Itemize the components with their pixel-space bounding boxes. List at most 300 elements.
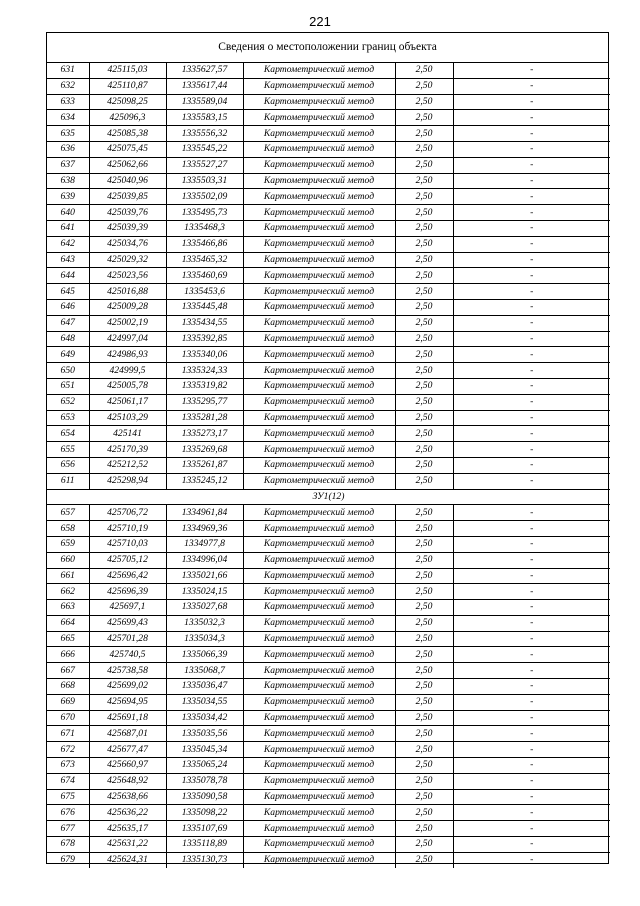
y-coordinate-cell: 1335066,39 — [166, 647, 243, 663]
table-row — [47, 457, 610, 473]
accuracy-cell: 2,50 — [395, 426, 453, 442]
point-number-cell: 676 — [47, 805, 89, 821]
y-coordinate-cell: 1335295,77 — [166, 394, 243, 410]
point-number-cell: 638 — [47, 173, 89, 189]
method-cell: Картометрический метод — [243, 473, 395, 489]
accuracy-cell: 2,50 — [395, 837, 453, 853]
description-cell: - — [453, 268, 610, 284]
y-coordinate-cell: 1335032,3 — [166, 615, 243, 631]
description-cell: - — [453, 284, 610, 300]
x-coordinate-cell: 425103,29 — [89, 410, 166, 426]
description-cell: - — [453, 315, 610, 331]
y-coordinate-cell: 1335319,82 — [166, 378, 243, 394]
method-cell: Картометрический метод — [243, 758, 395, 774]
y-coordinate-cell: 1335098,22 — [166, 805, 243, 821]
x-coordinate-cell: 425687,01 — [89, 726, 166, 742]
y-coordinate-cell: 1335068,7 — [166, 663, 243, 679]
table-title: Сведения о местоположении границ объекта — [47, 33, 608, 63]
table-row — [47, 600, 610, 616]
y-coordinate-cell: 1335589,04 — [166, 94, 243, 110]
coordinates-table — [47, 63, 610, 868]
point-number-cell: 646 — [47, 299, 89, 315]
point-number-cell: 670 — [47, 710, 89, 726]
accuracy-cell: 2,50 — [395, 584, 453, 600]
method-cell: Картометрический метод — [243, 536, 395, 552]
description-cell: - — [453, 473, 610, 489]
description-cell: - — [453, 331, 610, 347]
section-label: ЗУ1(12) — [47, 489, 610, 505]
description-cell: - — [453, 758, 610, 774]
description-cell: - — [453, 789, 610, 805]
method-cell: Картометрический метод — [243, 773, 395, 789]
table-row — [47, 126, 610, 142]
point-number-cell: 653 — [47, 410, 89, 426]
point-number-cell: 665 — [47, 631, 89, 647]
y-coordinate-cell: 1335021,66 — [166, 568, 243, 584]
table-row — [47, 173, 610, 189]
point-number-cell: 652 — [47, 394, 89, 410]
method-cell: Картометрический метод — [243, 663, 395, 679]
description-cell: - — [453, 584, 610, 600]
table-row — [47, 837, 610, 853]
table-row — [47, 220, 610, 236]
x-coordinate-cell: 425141 — [89, 426, 166, 442]
point-number-cell: 640 — [47, 205, 89, 221]
description-cell: - — [453, 110, 610, 126]
accuracy-cell: 2,50 — [395, 805, 453, 821]
accuracy-cell: 2,50 — [395, 679, 453, 695]
description-cell: - — [453, 94, 610, 110]
point-number-cell: 664 — [47, 615, 89, 631]
table-row — [47, 63, 610, 78]
point-number-cell: 655 — [47, 442, 89, 458]
table-row — [47, 252, 610, 268]
method-cell: Картометрический метод — [243, 78, 395, 94]
x-coordinate-cell: 425039,39 — [89, 220, 166, 236]
x-coordinate-cell: 424999,5 — [89, 363, 166, 379]
x-coordinate-cell: 425740,5 — [89, 647, 166, 663]
method-cell: Картометрический метод — [243, 679, 395, 695]
y-coordinate-cell: 1335130,73 — [166, 852, 243, 867]
table-row — [47, 742, 610, 758]
table-row — [47, 299, 610, 315]
point-number-cell: 632 — [47, 78, 89, 94]
point-number-cell: 635 — [47, 126, 89, 142]
x-coordinate-cell: 425115,03 — [89, 63, 166, 78]
table-row — [47, 584, 610, 600]
y-coordinate-cell: 1335034,42 — [166, 710, 243, 726]
method-cell: Картометрический метод — [243, 94, 395, 110]
description-cell: - — [453, 205, 610, 221]
accuracy-cell: 2,50 — [395, 94, 453, 110]
point-number-cell: 674 — [47, 773, 89, 789]
method-cell: Картометрический метод — [243, 457, 395, 473]
method-cell: Картометрический метод — [243, 284, 395, 300]
point-number-cell: 657 — [47, 505, 89, 521]
x-coordinate-cell: 425635,17 — [89, 821, 166, 837]
accuracy-cell: 2,50 — [395, 268, 453, 284]
method-cell: Картометрический метод — [243, 584, 395, 600]
accuracy-cell: 2,50 — [395, 236, 453, 252]
accuracy-cell: 2,50 — [395, 773, 453, 789]
x-coordinate-cell: 425699,02 — [89, 679, 166, 695]
accuracy-cell: 2,50 — [395, 442, 453, 458]
y-coordinate-cell: 1335617,44 — [166, 78, 243, 94]
x-coordinate-cell: 425696,39 — [89, 584, 166, 600]
method-cell: Картометрический метод — [243, 331, 395, 347]
point-number-cell: 642 — [47, 236, 89, 252]
method-cell: Картометрический метод — [243, 189, 395, 205]
x-coordinate-cell: 425701,28 — [89, 631, 166, 647]
x-coordinate-cell: 425016,88 — [89, 284, 166, 300]
y-coordinate-cell: 1334961,84 — [166, 505, 243, 521]
method-cell: Картометрический метод — [243, 694, 395, 710]
y-coordinate-cell: 1335269,68 — [166, 442, 243, 458]
description-cell: - — [453, 252, 610, 268]
table-row — [47, 284, 610, 300]
y-coordinate-cell: 1335556,32 — [166, 126, 243, 142]
accuracy-cell: 2,50 — [395, 173, 453, 189]
table-row — [47, 268, 610, 284]
y-coordinate-cell: 1335281,28 — [166, 410, 243, 426]
y-coordinate-cell: 1335465,32 — [166, 252, 243, 268]
accuracy-cell: 2,50 — [395, 615, 453, 631]
table-row — [47, 552, 610, 568]
accuracy-cell: 2,50 — [395, 126, 453, 142]
method-cell: Картометрический метод — [243, 789, 395, 805]
x-coordinate-cell: 425710,19 — [89, 521, 166, 537]
table-row — [47, 410, 610, 426]
table-row — [47, 679, 610, 695]
method-cell: Картометрический метод — [243, 521, 395, 537]
y-coordinate-cell: 1335434,55 — [166, 315, 243, 331]
accuracy-cell: 2,50 — [395, 694, 453, 710]
y-coordinate-cell: 1335027,68 — [166, 600, 243, 616]
description-cell: - — [453, 568, 610, 584]
description-cell: - — [453, 726, 610, 742]
description-cell: - — [453, 457, 610, 473]
accuracy-cell: 2,50 — [395, 663, 453, 679]
point-number-cell: 675 — [47, 789, 89, 805]
x-coordinate-cell: 425062,66 — [89, 157, 166, 173]
table-row — [47, 205, 610, 221]
y-coordinate-cell: 1335273,17 — [166, 426, 243, 442]
accuracy-cell: 2,50 — [395, 521, 453, 537]
method-cell: Картометрический метод — [243, 378, 395, 394]
table-row — [47, 758, 610, 774]
method-cell: Картометрический метод — [243, 315, 395, 331]
method-cell: Картометрический метод — [243, 126, 395, 142]
y-coordinate-cell: 1335090,58 — [166, 789, 243, 805]
point-number-cell: 679 — [47, 852, 89, 867]
y-coordinate-cell: 1335118,89 — [166, 837, 243, 853]
table-row — [47, 78, 610, 94]
x-coordinate-cell: 425039,76 — [89, 205, 166, 221]
description-cell: - — [453, 521, 610, 537]
x-coordinate-cell: 425212,52 — [89, 457, 166, 473]
y-coordinate-cell: 1335527,27 — [166, 157, 243, 173]
method-cell: Картометрический метод — [243, 157, 395, 173]
x-coordinate-cell: 425699,43 — [89, 615, 166, 631]
method-cell: Картометрический метод — [243, 568, 395, 584]
description-cell: - — [453, 126, 610, 142]
x-coordinate-cell: 425005,78 — [89, 378, 166, 394]
accuracy-cell: 2,50 — [395, 141, 453, 157]
method-cell: Картометрический метод — [243, 299, 395, 315]
y-coordinate-cell: 1335460,69 — [166, 268, 243, 284]
description-cell: - — [453, 805, 610, 821]
point-number-cell: 671 — [47, 726, 89, 742]
x-coordinate-cell: 425039,85 — [89, 189, 166, 205]
x-coordinate-cell: 425691,18 — [89, 710, 166, 726]
table-row — [47, 505, 610, 521]
point-number-cell: 666 — [47, 647, 89, 663]
description-cell: - — [453, 220, 610, 236]
x-coordinate-cell: 425029,32 — [89, 252, 166, 268]
point-number-cell: 611 — [47, 473, 89, 489]
description-cell: - — [453, 694, 610, 710]
point-number-cell: 643 — [47, 252, 89, 268]
accuracy-cell: 2,50 — [395, 726, 453, 742]
point-number-cell: 663 — [47, 600, 89, 616]
x-coordinate-cell: 425023,56 — [89, 268, 166, 284]
x-coordinate-cell: 425638,66 — [89, 789, 166, 805]
point-number-cell: 634 — [47, 110, 89, 126]
x-coordinate-cell: 425040,96 — [89, 173, 166, 189]
description-cell: - — [453, 141, 610, 157]
x-coordinate-cell: 425738,58 — [89, 663, 166, 679]
description-cell: - — [453, 394, 610, 410]
description-cell: - — [453, 63, 610, 78]
x-coordinate-cell: 425636,22 — [89, 805, 166, 821]
table-row — [47, 347, 610, 363]
y-coordinate-cell: 1335495,73 — [166, 205, 243, 221]
point-number-cell: 645 — [47, 284, 89, 300]
method-cell: Картометрический метод — [243, 837, 395, 853]
method-cell: Картометрический метод — [243, 394, 395, 410]
point-number-cell: 650 — [47, 363, 89, 379]
table-row — [47, 157, 610, 173]
x-coordinate-cell: 425648,92 — [89, 773, 166, 789]
method-cell: Картометрический метод — [243, 505, 395, 521]
description-cell: - — [453, 663, 610, 679]
method-cell: Картометрический метод — [243, 236, 395, 252]
accuracy-cell: 2,50 — [395, 568, 453, 584]
method-cell: Картометрический метод — [243, 363, 395, 379]
table-row — [47, 363, 610, 379]
accuracy-cell: 2,50 — [395, 852, 453, 867]
x-coordinate-cell: 425170,39 — [89, 442, 166, 458]
table-row — [47, 473, 610, 489]
method-cell: Картометрический метод — [243, 615, 395, 631]
accuracy-cell: 2,50 — [395, 821, 453, 837]
description-cell: - — [453, 615, 610, 631]
table-row — [47, 631, 610, 647]
y-coordinate-cell: 1335107,69 — [166, 821, 243, 837]
point-number-cell: 669 — [47, 694, 89, 710]
accuracy-cell: 2,50 — [395, 758, 453, 774]
description-cell: - — [453, 347, 610, 363]
point-number-cell: 649 — [47, 347, 89, 363]
method-cell: Картометрический метод — [243, 426, 395, 442]
table-row — [47, 378, 610, 394]
description-cell: - — [453, 410, 610, 426]
y-coordinate-cell: 1335466,86 — [166, 236, 243, 252]
y-coordinate-cell: 1335468,3 — [166, 220, 243, 236]
y-coordinate-cell: 1335583,15 — [166, 110, 243, 126]
x-coordinate-cell: 425624,31 — [89, 852, 166, 867]
y-coordinate-cell: 1334996,04 — [166, 552, 243, 568]
method-cell: Картометрический метод — [243, 631, 395, 647]
accuracy-cell: 2,50 — [395, 742, 453, 758]
y-coordinate-cell: 1335445,48 — [166, 299, 243, 315]
description-cell: - — [453, 442, 610, 458]
point-number-cell: 647 — [47, 315, 89, 331]
table-row — [47, 694, 610, 710]
x-coordinate-cell: 425631,22 — [89, 837, 166, 853]
accuracy-cell: 2,50 — [395, 710, 453, 726]
point-number-cell: 639 — [47, 189, 89, 205]
description-cell: - — [453, 78, 610, 94]
point-number-cell: 660 — [47, 552, 89, 568]
point-number-cell: 659 — [47, 536, 89, 552]
page-number: 221 — [309, 14, 331, 29]
accuracy-cell: 2,50 — [395, 394, 453, 410]
accuracy-cell: 2,50 — [395, 789, 453, 805]
x-coordinate-cell: 425061,17 — [89, 394, 166, 410]
description-cell: - — [530, 854, 534, 866]
x-coordinate-cell: 425705,12 — [89, 552, 166, 568]
accuracy-cell: 2,50 — [395, 473, 453, 489]
description-cell: - — [453, 426, 610, 442]
x-coordinate-cell: 425096,3 — [89, 110, 166, 126]
description-cell: - — [453, 536, 610, 552]
method-cell: Картометрический метод — [243, 173, 395, 189]
table-row — [47, 110, 610, 126]
accuracy-cell: 2,50 — [395, 600, 453, 616]
y-coordinate-cell: 1334969,36 — [166, 521, 243, 537]
x-coordinate-cell: 425696,42 — [89, 568, 166, 584]
point-number-cell: 631 — [47, 63, 89, 78]
table-row — [47, 663, 610, 679]
y-coordinate-cell: 1335392,85 — [166, 331, 243, 347]
method-cell: Картометрический метод — [243, 742, 395, 758]
description-cell: - — [453, 189, 610, 205]
table-row — [47, 394, 610, 410]
point-number-cell: 651 — [47, 378, 89, 394]
x-coordinate-cell: 425694,95 — [89, 694, 166, 710]
method-cell: Картометрический метод — [243, 552, 395, 568]
x-coordinate-cell: 425034,76 — [89, 236, 166, 252]
point-number-cell: 641 — [47, 220, 89, 236]
method-cell: Картометрический метод — [243, 852, 395, 867]
description-cell: - — [453, 173, 610, 189]
y-coordinate-cell: 1335024,15 — [166, 584, 243, 600]
description-cell: - — [453, 600, 610, 616]
point-number-cell: 654 — [47, 426, 89, 442]
x-coordinate-cell: 424986,93 — [89, 347, 166, 363]
method-cell: Картометрический метод — [243, 63, 395, 78]
table-row — [47, 821, 610, 837]
accuracy-cell: 2,50 — [395, 552, 453, 568]
accuracy-cell: 2,50 — [395, 315, 453, 331]
point-number-cell: 636 — [47, 141, 89, 157]
x-coordinate-cell: 425085,38 — [89, 126, 166, 142]
method-cell: Картометрический метод — [243, 442, 395, 458]
y-coordinate-cell: 1335502,09 — [166, 189, 243, 205]
y-coordinate-cell: 1335078,78 — [166, 773, 243, 789]
table-row — [47, 442, 610, 458]
point-number-cell: 644 — [47, 268, 89, 284]
y-coordinate-cell: 1335627,57 — [166, 63, 243, 78]
table-row — [47, 647, 610, 663]
point-number-cell: 667 — [47, 663, 89, 679]
table-row — [47, 789, 610, 805]
x-coordinate-cell: 425660,97 — [89, 758, 166, 774]
description-cell: - — [453, 679, 610, 695]
accuracy-cell: 2,50 — [395, 189, 453, 205]
table-row — [47, 426, 610, 442]
accuracy-cell: 2,50 — [395, 363, 453, 379]
point-number-cell: 661 — [47, 568, 89, 584]
x-coordinate-cell: 425706,72 — [89, 505, 166, 521]
y-coordinate-cell: 1335035,56 — [166, 726, 243, 742]
table-row — [47, 710, 610, 726]
y-coordinate-cell: 1335453,6 — [166, 284, 243, 300]
method-cell: Картометрический метод — [243, 205, 395, 221]
description-cell: - — [453, 821, 610, 837]
point-number-cell: 678 — [47, 837, 89, 853]
accuracy-cell: 2,50 — [395, 347, 453, 363]
method-cell: Картометрический метод — [243, 268, 395, 284]
accuracy-cell: 2,50 — [395, 331, 453, 347]
accuracy-cell: 2,50 — [395, 647, 453, 663]
description-cell: - — [453, 742, 610, 758]
x-coordinate-cell: 425677,47 — [89, 742, 166, 758]
table-row — [47, 236, 610, 252]
x-coordinate-cell: 425298,94 — [89, 473, 166, 489]
section-row — [47, 489, 610, 505]
method-cell: Картометрический метод — [243, 141, 395, 157]
coordinates-table-body — [47, 63, 610, 868]
y-coordinate-cell: 1335245,12 — [166, 473, 243, 489]
table-row — [47, 852, 610, 867]
table-row — [47, 805, 610, 821]
description-cell: - — [453, 299, 610, 315]
accuracy-cell: 2,50 — [395, 299, 453, 315]
table-row — [47, 94, 610, 110]
table-row — [47, 189, 610, 205]
y-coordinate-cell: 1335340,06 — [166, 347, 243, 363]
y-coordinate-cell: 1335261,87 — [166, 457, 243, 473]
table-row — [47, 331, 610, 347]
method-cell: Картометрический метод — [243, 726, 395, 742]
y-coordinate-cell: 1335036,47 — [166, 679, 243, 695]
description-cell: - — [453, 363, 610, 379]
description-cell: - — [453, 552, 610, 568]
accuracy-cell: 2,50 — [395, 505, 453, 521]
accuracy-cell: 2,50 — [395, 284, 453, 300]
y-coordinate-cell: 1335503,31 — [166, 173, 243, 189]
accuracy-cell: 2,50 — [395, 63, 453, 78]
table-row — [47, 773, 610, 789]
method-cell: Картометрический метод — [243, 110, 395, 126]
description-cell: - — [453, 647, 610, 663]
accuracy-cell: 2,50 — [395, 631, 453, 647]
method-cell: Картометрический метод — [243, 600, 395, 616]
boundary-table-frame — [46, 32, 609, 864]
description-cell: - — [453, 837, 610, 853]
